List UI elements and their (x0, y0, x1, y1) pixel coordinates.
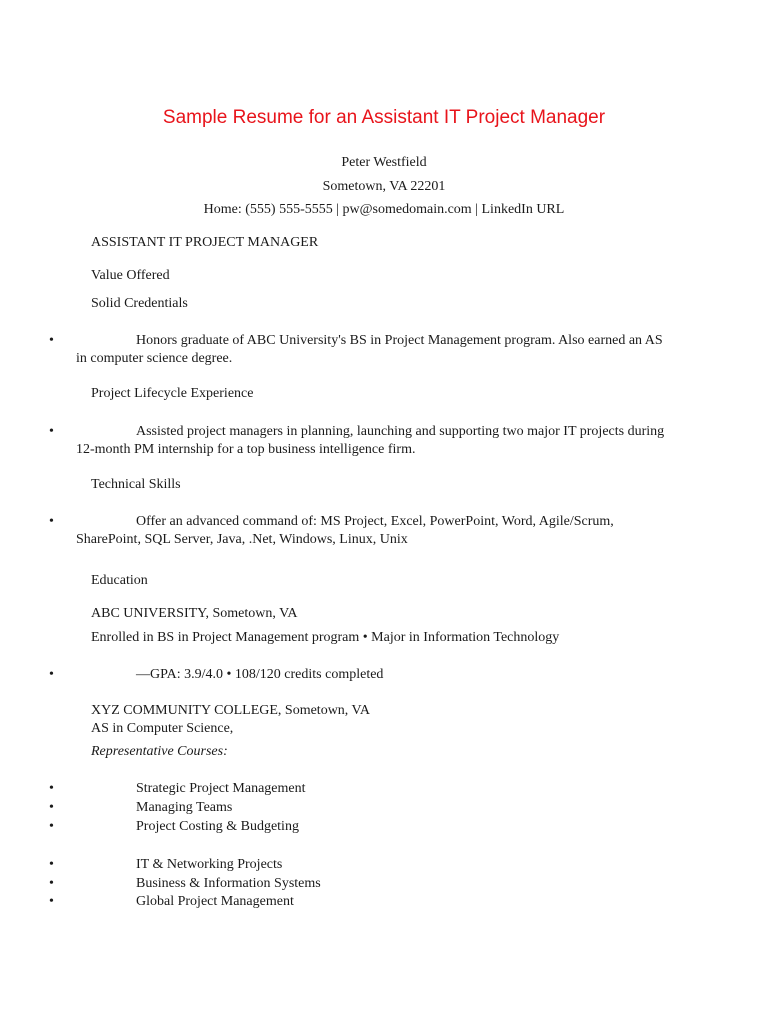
education-heading: Education (91, 573, 148, 588)
school2-detail: AS in Computer Science, (91, 721, 234, 736)
bullet-icon: • (49, 876, 54, 891)
candidate-address: Sometown, VA 22201 (322, 179, 446, 194)
school1-bullet-text: —GPA: 3.9/4.0 • 108/120 credits completed (136, 667, 384, 682)
school1-bullet (0, 666, 768, 684)
bullet-icon: • (49, 894, 54, 909)
bullet-icon: • (49, 514, 54, 529)
bullet-icon: • (49, 333, 54, 348)
value-offered-heading: Value Offered (91, 268, 170, 283)
credentials-bullet-text: Honors graduate of ABC University's BS in Project Management program. Also earned an AS in computer science degree. (76, 333, 663, 366)
school1-detail: Enrolled in BS in Project Management program • Major in Information Technology (91, 630, 560, 645)
course-text: Project Costing & Budgeting (136, 819, 299, 834)
courses-label: Representative Courses: (91, 744, 228, 759)
candidate-contact: Home: (555) 555-5555 | pw@somedomain.com | LinkedIn URL (203, 202, 565, 217)
candidate-name: Peter Westfield (341, 155, 427, 170)
lifecycle-bullet-text: Assisted project managers in planning, launching and supporting two major IT projects during 12-month PM internship for a top business intelligence firm. (76, 424, 665, 457)
bullet-icon: • (49, 781, 54, 796)
course-text: Managing Teams (136, 800, 233, 815)
technical-bullet-text: Offer an advanced command of: MS Project, Excel, PowerPoint, Word, Agile/Scrum, SharePoint, SQL Server, Java, .Net, Windows, Linux, Unix (76, 514, 614, 547)
lifecycle-heading: Project Lifecycle Experience (91, 386, 254, 401)
bullet-icon: • (49, 424, 54, 439)
bullet-icon: • (49, 819, 54, 834)
credentials-heading: Solid Credentials (91, 296, 188, 311)
bullet-icon: • (49, 667, 54, 682)
technical-bullet (0, 513, 768, 549)
course-text: IT & Networking Projects (136, 857, 283, 872)
document-title: Sample Resume for an Assistant IT Project Manager (162, 107, 606, 128)
objective-heading: ASSISTANT IT PROJECT MANAGER (91, 235, 319, 250)
course-text: Strategic Project Management (136, 781, 306, 796)
school1-name: ABC UNIVERSITY, Sometown, VA (91, 606, 298, 621)
bullet-icon: • (49, 800, 54, 815)
technical-heading: Technical Skills (91, 477, 181, 492)
bullet-icon: • (49, 857, 54, 872)
credentials-bullet (0, 332, 768, 368)
course-text: Global Project Management (136, 894, 294, 909)
lifecycle-bullet (0, 423, 768, 459)
course-text: Business & Information Systems (136, 876, 321, 891)
school2-name: XYZ COMMUNITY COLLEGE, Sometown, VA (91, 703, 370, 718)
